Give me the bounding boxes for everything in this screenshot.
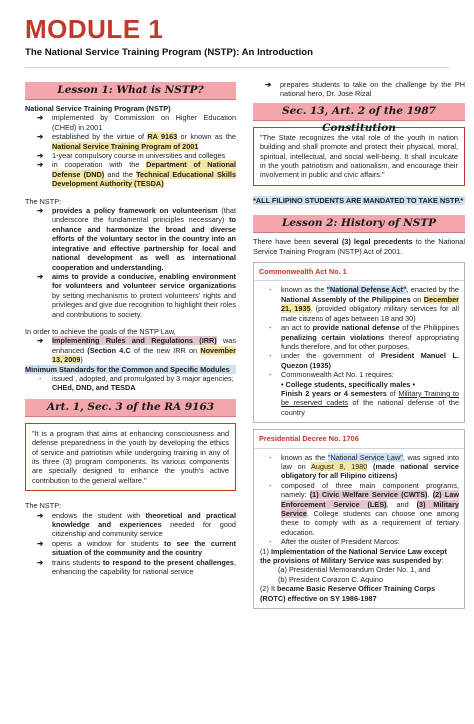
card-title: Presidential Decree No. 1706 xyxy=(254,430,464,448)
marcos-aftermath: (1) Implementation of the National Service Law except the provisions of Military Service was suspended by: (a) Presidential Memorandum Order No. 1, and (b) President Corazon C. Aquino (2) It became Basic Reserve Officer Training Corps (ROTC) effective on SY 1986-1987 xyxy=(260,546,447,603)
list-item: ➔ prepares students to take on the challenge by the PH national hero, Dr. Jose Rizal xyxy=(265,80,465,99)
left-column xyxy=(25,82,236,576)
list-item: - known as the "National Service Law", was signed into law on August 8, 1980 (made national service obligatory for all Filipino citizens) xyxy=(269,452,459,481)
list-item: - known as the "National Defense Act", enacted by the National Assembly of the Philippines on December 21, 1935. (provided obligatory military services for all male citizens of ages between 18 and 30) xyxy=(269,285,459,323)
module-subtitle: The National Service Training Program (NSTP): An Introduction xyxy=(25,47,314,58)
divider xyxy=(25,67,449,68)
lesson2-banner: Lesson 2: History of NSTP xyxy=(253,215,465,233)
list-item: ➔ endows the student with theoretical and practical knowledge and experiences needed for good citizenship and community service xyxy=(37,510,236,539)
arrow-icon: ➔ xyxy=(37,151,44,161)
card-title: Commonwealth Act No. 1 xyxy=(254,263,464,281)
nstp-benefits-list xyxy=(25,511,236,577)
list-item: - issued , adopted, and promulgated by 3 major agencies; CHEd, DND, and TESDA xyxy=(39,373,234,393)
list-item: - under the government of President Manuel L. Quezon (1935) xyxy=(269,351,459,370)
art1-banner: Art. 1, Sec. 3 of the RA 9163 xyxy=(25,399,236,417)
list-item: ➔ in cooperation with the Department of National Defense (DND) and the Technical Educational Skills Development Authority (TESDA) xyxy=(37,160,237,189)
nstp-label-2: The NSTP: xyxy=(25,501,62,511)
nstp-purpose-list xyxy=(25,206,236,319)
arrow-icon: ➔ xyxy=(37,538,44,548)
mandate-note: *ALL FILIPINO STUDENTS ARE MANDATED TO TAKE NSTP.* xyxy=(253,195,464,205)
list-item: ➔ trains students to respond to the present challenges, enhancing the capability for national service xyxy=(37,557,236,577)
module-title: MODULE 1 xyxy=(25,14,164,44)
sec13-banner: Sec. 13, Art. 2 of the 1987 Constitution xyxy=(253,103,465,121)
arrow-icon: ➔ xyxy=(265,80,272,89)
list-item: - an act to provide national defense of the Philippines penalizing certain violations thereof appropriating funds therefore, and for other purposes. xyxy=(269,323,459,351)
rizal-list xyxy=(253,80,465,99)
list-item: ➔ aims to provide a conducive, enabling environment for volunteers and volunteer service organizations by setting mechanisms to protect volunteers' rights and privileges and give due recognition to highlight their roles and contributions to society. xyxy=(37,271,236,319)
right-column xyxy=(253,82,465,609)
commonwealth-act-card xyxy=(253,262,465,423)
irr-list xyxy=(25,336,236,364)
list-item: - composed of three main component programs, namely: (1) Civic Welfare Service (CWTS), (2) Law Enforcement Service (LES), and (3) Military Service. College students can choose one among these to comply with as a requirement of tertiary education. xyxy=(269,480,459,537)
list-item: - After the ouster of President Marcos: xyxy=(269,537,400,547)
nstp-facts-list xyxy=(25,113,236,188)
list-item: ➔ opens a window for students to see the current situation of the community and the country xyxy=(37,538,236,558)
arrow-icon: ➔ xyxy=(37,336,44,346)
arrow-icon: ➔ xyxy=(37,132,44,142)
arrow-icon: ➔ xyxy=(37,113,44,123)
goals-intro: In order to achieve the goals of the NSTP Law, xyxy=(25,326,176,336)
list-item: ➔ established by the virtue of RA 9163 or known as the National Service Training Program of 2001 xyxy=(37,132,236,151)
list-item: ➔ provides a policy framework on volunteerism (that underscore the fundamental principles necessary) to enhance and harmonize the broad and diverse efforts of the voluntary sector in the country into an integrative and effective partnership for local and national development as well as international cooperation and understanding. xyxy=(37,206,236,272)
arrow-icon: ➔ xyxy=(37,271,44,281)
list-item: - Commonwealth Act No. 1 requires: • College students, specifically males • Finish 2 years or 4 semesters of Military Training to be reserved cadets of the national defense of the country xyxy=(269,370,460,417)
nstp-label: The NSTP: xyxy=(25,196,62,206)
constitution-quote: "The State recognizes the vital role of the youth in nation building and shall promote and protect their physical, moral, spiritual, intellectual, and social well-being. It shall inculcate in the youth patriotism and nationalism, and encourage their involvement in public and civic affairs." xyxy=(253,127,465,186)
list-item: ➔ 1-year compulsory course in universities and colleges xyxy=(37,151,226,161)
list-item: ➔ implemented by Commission on Higher Education (CHEd) in 2001 xyxy=(37,113,236,132)
ca1-list xyxy=(256,285,459,417)
pd1706-list xyxy=(256,453,459,547)
presidential-decree-card xyxy=(253,429,465,609)
arrow-icon: ➔ xyxy=(37,160,44,170)
issued-list xyxy=(25,374,236,393)
lesson1-banner: Lesson 1: What is NSTP? xyxy=(25,82,236,100)
ra9163-quote: "It is a program that aims at enhancing consciousness and defense preparedness in the youth by developing the ethics of service and patriotism while undergoing training in any of its three (3) program components. Its various components are specially designed to enhance the youth's active contribution to the general welfare." xyxy=(25,423,236,491)
arrow-icon: ➔ xyxy=(37,206,44,216)
list-item: ➔ Implementing Rules and Regulations (IRR) was enhanced (Section 4.C of the new IRR on November 13, 2009) xyxy=(37,336,236,365)
arrow-icon: ➔ xyxy=(37,557,44,567)
lesson2-intro: There have been several (3) legal precedents to the National Service Training Program (NSTP) Act of 2001. xyxy=(253,237,465,256)
program-name: National Service Training Program (NSTP) xyxy=(25,104,171,113)
arrow-icon: ➔ xyxy=(37,510,44,520)
minimum-standards: Minimum Standards for the Common and Specific Modules xyxy=(25,365,236,374)
